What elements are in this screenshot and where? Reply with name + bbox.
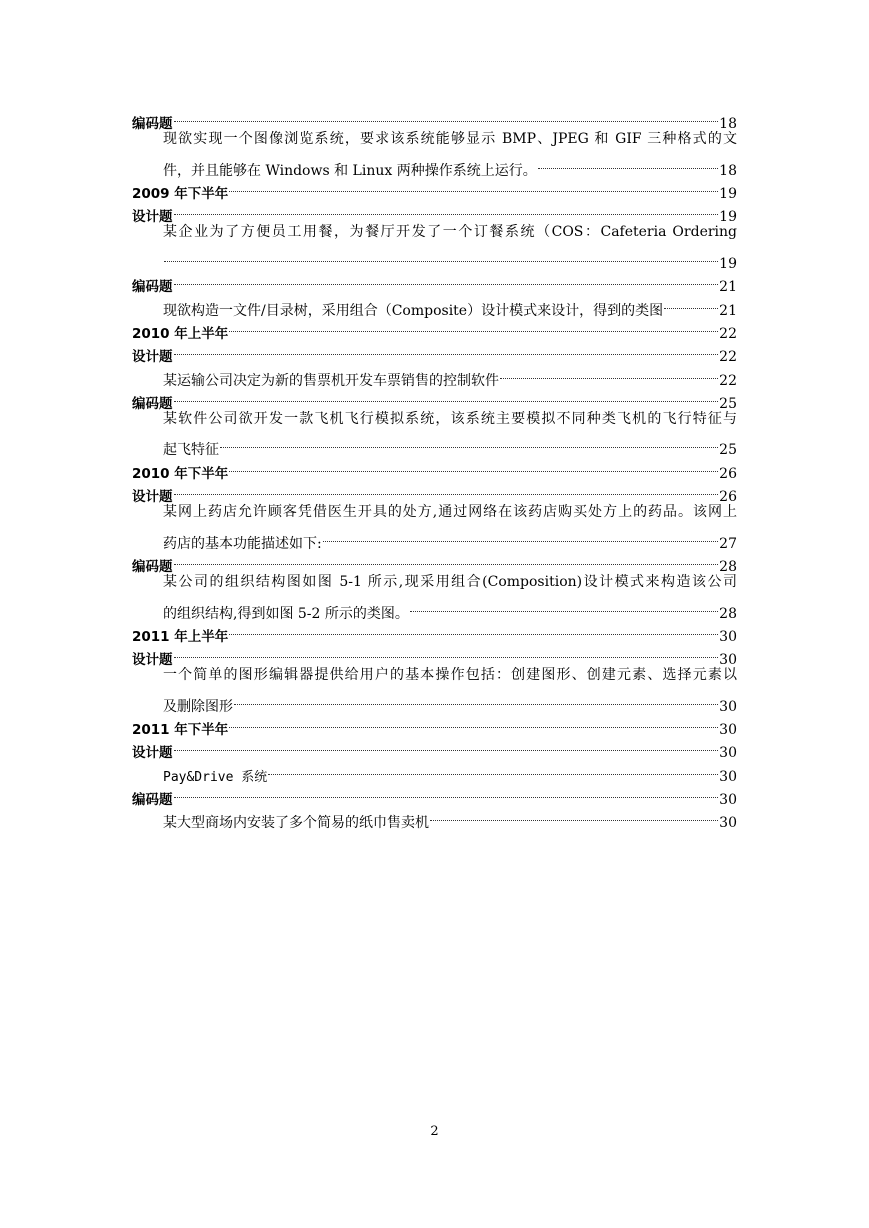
toc-page-number: 30 [719,722,737,739]
dot-leader [174,734,719,757]
dot-leader [323,524,718,547]
toc-heading[interactable] [132,105,737,133]
toc-page-number: 26 [719,465,737,482]
dot-leader [430,804,718,827]
dot-leader [174,478,719,501]
toc-entry[interactable] [132,804,737,832]
toc-entry-first-line[interactable] [132,664,737,687]
toc-heading[interactable] [132,548,737,575]
dot-leader [229,315,718,338]
toc-page-number: 19 [719,256,737,273]
toc-entry-text: 药店的基本功能描述如下: [163,535,322,552]
page-number: 2 [430,1124,439,1139]
toc-page-number: 19 [719,186,737,203]
toc-page-number: 28 [719,605,737,622]
toc-heading[interactable] [132,385,737,412]
toc-page-number: 30 [719,628,737,645]
dot-leader [174,105,719,128]
toc-page-number: 22 [719,349,737,366]
toc-page-number: 30 [719,768,737,785]
toc-page-number: 22 [719,372,737,389]
toc-page-number: 18 [719,116,737,133]
toc-heading-text: 2010 年上半年 [132,325,229,342]
toc-entry-text: 某公司的组织结构图如图 5-1 所示,现采用组合(Composition)设计模式来构造该公司 [163,573,737,590]
toc-entry[interactable] [132,431,737,459]
dot-leader [500,361,718,384]
dot-leader [220,431,718,454]
toc-heading-text: 2009 年下半年 [132,186,229,203]
toc-page-number: 30 [719,745,737,762]
toc-entry-text: 某大型商场内安装了多个简易的纸巾售卖机 [163,815,429,832]
toc-heading[interactable] [132,781,737,808]
toc-heading-text: 设计题 [132,349,173,366]
toc-entry-text: 件，并且能够在 Windows 和 Linux 两种操作系统上运行。 [163,162,537,179]
toc-heading[interactable] [132,454,737,482]
dot-leader [164,245,718,268]
toc-entry-text: 起飞特征 [163,442,219,459]
toc-entry-text: 某软件公司欲开发一款飞机飞行模拟系统，该系统主要模拟不同种类飞机的飞行特征与 [163,410,737,427]
toc-heading[interactable] [132,478,737,506]
toc-entry[interactable] [132,524,737,552]
toc-entry[interactable] [132,152,737,179]
toc-entry-text: 现欲实现一个图像浏览系统，要求该系统能够显示 BMP、JPEG 和 GIF 三种格式的文 [163,131,737,148]
toc-heading[interactable] [132,338,737,366]
toc-entry-text: 某企业为了方便员工用餐，为餐厅开发了一个订餐系统（COS：Cafeteria Ordering [163,224,737,241]
toc-entry[interactable] [132,245,737,273]
toc-page-number: 30 [719,791,737,808]
toc-heading[interactable] [132,734,737,762]
dot-leader [174,781,719,804]
dot-leader [234,687,718,710]
toc-heading-text: 设计题 [132,209,173,226]
dot-leader [229,175,718,198]
dot-leader [174,548,719,571]
toc-heading[interactable] [132,268,737,296]
toc-page-number: 21 [719,279,737,296]
toc-page-number: 25 [719,442,737,459]
toc-heading[interactable] [132,198,737,226]
toc-entry-text: 一个简单的图形编辑器提供给用户的基本操作包括：创建图形、创建元素、选择元素以 [163,667,737,684]
toc-entry[interactable] [132,361,737,389]
toc-entry-first-line[interactable] [132,571,737,594]
toc-entry-first-line[interactable] [132,221,737,244]
toc-page-number: 30 [719,698,737,715]
toc-page-number: 30 [719,652,737,669]
toc-entry-first-line[interactable] [132,408,737,431]
toc-page-number: 30 [719,815,737,832]
toc-heading-text: 编码题 [132,395,173,412]
toc-entry-text: 及删除图形 [163,698,233,715]
toc-entry-first-line[interactable] [132,128,737,151]
toc-entry-text: Pay&Drive 系统 [163,769,268,785]
toc-page-number: 22 [719,325,737,342]
toc-heading-text: 设计题 [132,745,173,762]
toc-page-number: 27 [719,535,737,552]
dot-leader [268,757,718,780]
toc-entry-text: 现欲构造一文件/目录树，采用组合（Composite）设计模式来设计，得到的类图 [163,302,664,319]
toc-heading[interactable] [132,641,737,669]
toc-page-number: 28 [719,558,737,575]
toc-heading-text: 2011 年下半年 [132,722,229,739]
dot-leader [174,641,719,664]
dot-leader [174,198,719,221]
toc-heading-text: 编码题 [132,791,173,808]
toc-entry[interactable] [132,291,737,319]
toc-entry[interactable] [132,757,737,785]
toc-heading-text: 设计题 [132,652,173,669]
toc-entry[interactable] [132,687,737,715]
table-of-contents [132,105,737,832]
dot-leader [664,291,718,314]
toc-entry-text: 某运输公司决定为新的售票机开发车票销售的控制软件 [163,372,499,389]
toc-page-number: 21 [719,302,737,319]
dot-leader [229,454,718,477]
dot-leader [174,338,719,361]
dot-leader [229,711,718,734]
toc-heading-text: 编码题 [132,116,173,133]
toc-heading-text: 编码题 [132,558,173,575]
toc-heading-text: 2010 年下半年 [132,465,229,482]
dot-leader [174,385,719,408]
toc-page-number: 26 [719,489,737,506]
toc-entry[interactable] [132,594,737,622]
toc-page-number: 25 [719,395,737,412]
toc-page-number: 19 [719,209,737,226]
dot-leader [229,618,718,641]
toc-page-number: 18 [719,162,737,179]
dot-leader [174,268,719,291]
dot-leader [410,594,718,617]
toc-heading-text: 设计题 [132,489,173,506]
toc-entry-text: 某网上药店允许顾客凭借医生开具的处方,通过网络在该药店购买处方上的药品。该网上 [163,504,737,521]
toc-heading-text: 编码题 [132,279,173,296]
toc-heading-text: 2011 年上半年 [132,628,229,645]
toc-entry-text: 的组织结构,得到如图 5-2 所示的类图。 [163,605,409,622]
dot-leader [538,152,718,175]
toc-entry-first-line[interactable] [132,501,737,524]
